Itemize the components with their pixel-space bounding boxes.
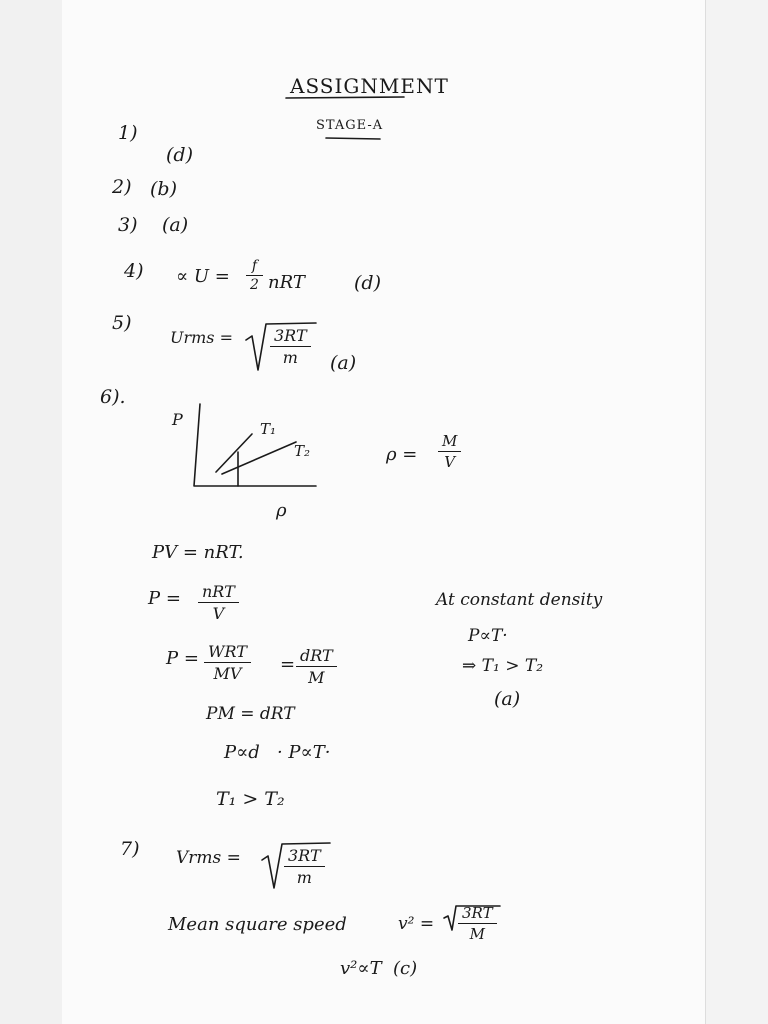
equation-6: T₁ > T₂ — [216, 788, 285, 810]
answer-7-radical — [262, 843, 330, 888]
answer-5-fraction: 3RT m — [270, 326, 311, 367]
graph-curve-t1-label: T₁ — [260, 420, 277, 438]
answer-3-number: 3) — [118, 214, 138, 236]
graph-x-label: ρ — [276, 500, 287, 521]
answer-4-suffix: nRT — [268, 272, 305, 293]
answer-6-number: 6). — [100, 386, 126, 408]
mean-square-label: Mean square speed — [168, 914, 347, 935]
stage-label: STAGE-A — [316, 118, 384, 133]
answer-4-prefix: ∝ U = — [176, 266, 230, 287]
answer-4-choice: (d) — [354, 272, 381, 294]
side-note-answer: (a) — [494, 688, 521, 710]
side-note-proportional: P∝T· — [468, 626, 508, 646]
density-definition-lhs: ρ = — [386, 444, 418, 465]
graph-y-label: P — [172, 410, 183, 429]
mean-square-lhs: v² = — [398, 914, 435, 934]
final-proportionality: v²∝T (c) — [340, 958, 418, 979]
equation-ideal-gas: PV = nRT. — [152, 542, 244, 563]
answer-7-prefix: Vrms = — [176, 848, 241, 868]
equation-3-lhs: P = — [166, 648, 199, 669]
answer-5-radical — [246, 323, 316, 370]
equation-4: PM = dRT — [206, 704, 295, 724]
graph-curve-t2-label: T₂ — [294, 442, 311, 460]
equation-2-lhs: P = — [148, 588, 181, 609]
answer-2-number: 2) — [112, 176, 132, 198]
answer-5-prefix: Urms = — [170, 328, 234, 347]
answer-3-choice: (a) — [162, 214, 189, 236]
graph-curve-t1 — [216, 434, 252, 472]
answer-1-choice: (d) — [166, 144, 193, 166]
answer-1-number: 1) — [118, 122, 138, 144]
answer-2-choice: (b) — [150, 178, 177, 200]
equation-2-fraction: nRT V — [198, 582, 239, 623]
graph-axes — [194, 404, 316, 486]
answer-4-coefficient: f 2 — [246, 258, 263, 293]
answer-5-number: 5) — [112, 312, 132, 334]
density-definition-fraction: M V — [438, 432, 461, 471]
equation-5: P∝d · P∝T· — [224, 742, 331, 763]
side-note-constant-density: At constant density — [436, 590, 603, 610]
mean-square-fraction: 3RT M — [458, 904, 497, 943]
answer-4-number: 4) — [124, 260, 144, 282]
answer-5-choice: (a) — [330, 352, 357, 374]
page-title: ASSIGNMENT — [290, 74, 449, 98]
stage-underline — [326, 138, 380, 139]
answer-7-fraction: 3RT m — [284, 846, 325, 887]
side-note-conclusion: ⇒ T₁ > T₂ — [462, 656, 544, 676]
equation-3-fraction-1: WRT MV — [204, 642, 251, 683]
mean-square-radical — [444, 906, 500, 930]
equation-3-fraction-2: dRT M — [296, 646, 337, 687]
graph-curve-t2 — [222, 442, 296, 474]
title-underline — [286, 97, 404, 98]
answer-7-number: 7) — [120, 838, 140, 860]
equation-3-equals: = — [280, 654, 296, 675]
